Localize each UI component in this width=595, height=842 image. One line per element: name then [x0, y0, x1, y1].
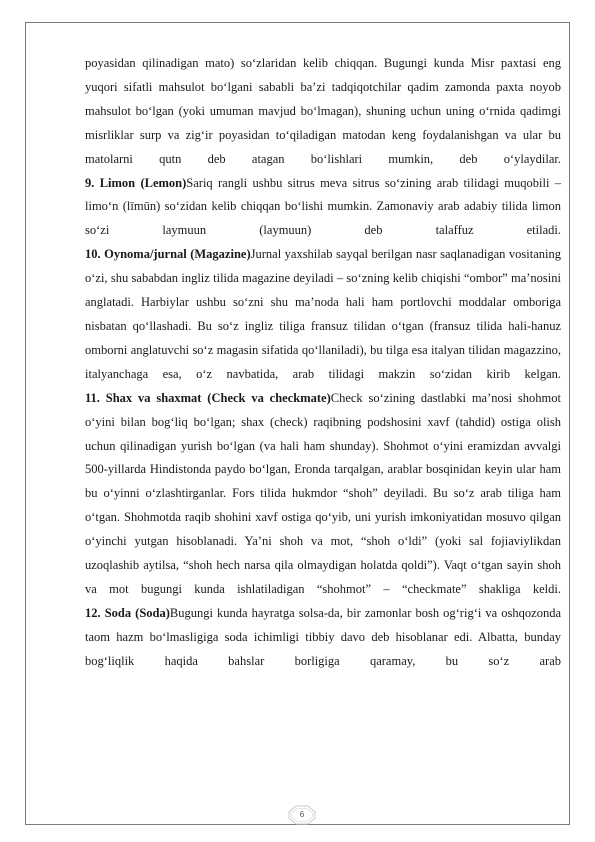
- section-heading-checkmate: 11. Shax va shaxmat (Check va checkmate): [85, 390, 331, 405]
- document-body: [85, 52, 561, 674]
- paragraph-soda: [85, 602, 561, 674]
- paragraph-checkmate: [85, 387, 561, 602]
- section-heading-lemon: 9. Limon (Lemon): [85, 175, 187, 190]
- section-heading-soda: 12. Soda (Soda): [85, 605, 170, 620]
- paragraph-text: Bugungi kunda hayratga solsa-da, bir zamonlar bosh og‘rig‘i va oshqozonda taom hazm bo‘lmasligiga soda ichimligi tibbiy davo deb hisoblanar edi. Albatta, bunday bog‘liqlik haqida bahslar borligiga qaramay, bu so‘z arab: [85, 605, 561, 668]
- paragraph-text: Check so‘zining dastlabki ma’nosi shohmot o‘yini bilan bog‘liq bo‘lgan; shax (check) raqibning podshosini xavf (tahdid) ostiga olish uchun qilinadigan yurish bo‘lgan (va hali ham shunday). Shohmot o‘yini eramizdan avvalgi 500-yillarda Hindistonda paydo bo‘lgan, Eronda tarqalgan, arablar bosqinidan keyin ular ham bu o‘yinni o‘zlashtirganlar. Fors tilida hukmdor “shoh” deyiladi. Bu so‘z arab tiliga ham o‘tgan. Shohmotda raqib shohini xavf ostiga qo‘yib, uni yurish imkoniyatidan mosuvo qilgan o‘yinchi yutgan hisoblanadi. Ya’ni shoh va mot, “shoh o‘ldi” (yoki sal fojiaviylikdan uzoqlashib aytilsa, “shoh hech narsa qila olmaydigan holatda qoldi”). Vaqt o‘tgan sayin shoh va mot bugungi kunda ishlatiladigan “shohmot” – “checkmate” shakliga keldi.: [85, 390, 561, 596]
- paragraph-lemon: [85, 172, 561, 244]
- paragraph-text: Sariq rangli ushbu sitrus meva sitrus so‘zining arab tilidagi muqobili – limo‘n (līmūn) so‘zidan kelib chiqqan bo‘lishi mumkin. Zamonaviy arab adabiy tilida limon so‘zi laymuun (laymuun) deb talaffuz etiladi.: [85, 175, 562, 238]
- paragraph-magazine: [85, 243, 561, 386]
- page-number-badge: [288, 805, 316, 825]
- page-number: 6: [299, 810, 305, 819]
- paragraph-text: Jurnal yaxshilab sayqal berilgan nasr saqlanadigan vositaning o‘zi, shu sababdan ingliz tilida magazine deyiladi – so‘zning kelib chiqishi “ombor” ma’nosini anglatadi. Harbiylar ushbu so‘zni shu ma’noda hali ham portlovchi moddalar omboriga nisbatan qo‘llashadi. Bu so‘z ingliz tiliga fransuz tilidan o‘tgan (fransuz tilida hali-hanuz omborni anglatuvchi so‘z magasin sifatida qo‘llaniladi), bu tilga esa italyan tilidan magazzino, italyanchaga esa, o‘z navbatida, arab tilidagi makzin so‘zidan kirib kelgan.: [85, 247, 561, 381]
- paragraph-cotton: [85, 52, 561, 172]
- section-heading-magazine: 10. Oynoma/jurnal (Magazine): [85, 247, 251, 262]
- paragraph-text: poyasidan qilinadigan mato) so‘zlaridan kelib chiqqan. Bugungi kunda Misr paxtasi eng yuqori sifatli mahsulot bo‘lgani sababli ba’zi tadqiqotchilar qadim zamonda paxta noyob mahsulot bo‘lgan (yoki umuman mavjud bo‘lmagan), shuning uchun uning o‘rnida qadimgi misrliklar surp va zig‘ir poyasidan to‘qiladigan matodan keng foydalanishgan va ular bu matolarni qutn deb atagan bo‘lishlari mumkin, deb o‘ylaydilar.: [85, 56, 561, 166]
